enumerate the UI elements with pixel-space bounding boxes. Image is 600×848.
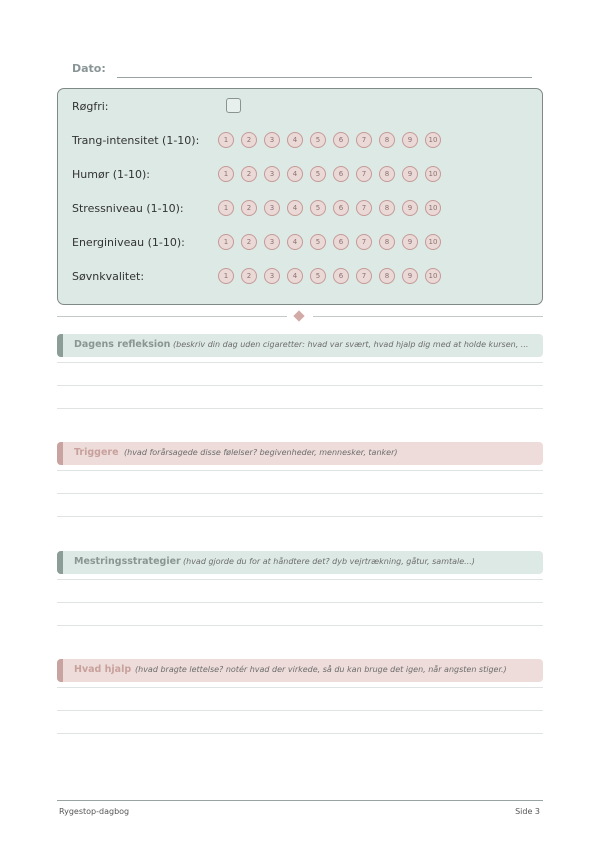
writing-line[interactable] <box>57 516 543 517</box>
craving-intensity-label: Trang-intensitet (1-10): <box>72 134 200 147</box>
section-accent-bar <box>57 659 63 682</box>
rating-option-6[interactable]: 6 <box>333 166 349 182</box>
section-accent-bar <box>57 334 63 357</box>
rating-option-4[interactable]: 4 <box>287 200 303 216</box>
writing-line[interactable] <box>57 470 543 471</box>
rating-option-8[interactable]: 8 <box>379 132 395 148</box>
rating-option-2[interactable]: 2 <box>241 200 257 216</box>
rating-option-3[interactable]: 3 <box>264 132 280 148</box>
writing-line[interactable] <box>57 602 543 603</box>
section-title: Hvad hjalp <box>74 664 132 675</box>
rating-option-6[interactable]: 6 <box>333 200 349 216</box>
mood-label: Humør (1-10): <box>72 168 150 181</box>
rating-option-7[interactable]: 7 <box>356 132 372 148</box>
rating-option-4[interactable]: 4 <box>287 166 303 182</box>
rating-option-3[interactable]: 3 <box>264 166 280 182</box>
mood-row <box>72 165 532 185</box>
rating-option-3[interactable]: 3 <box>264 234 280 250</box>
writing-line[interactable] <box>57 687 543 688</box>
rating-option-7[interactable]: 7 <box>356 200 372 216</box>
rating-option-8[interactable]: 8 <box>379 234 395 250</box>
section-header <box>57 334 543 357</box>
rating-option-7[interactable]: 7 <box>356 268 372 284</box>
rating-option-7[interactable]: 7 <box>356 234 372 250</box>
rating-option-2[interactable]: 2 <box>241 268 257 284</box>
rating-option-5[interactable]: 5 <box>310 234 326 250</box>
section-hint: (beskriv din dag uden cigaretter: hvad var svært, hvad hjalp dig med at holde kursen, ... <box>173 340 529 349</box>
rating-option-9[interactable]: 9 <box>402 166 418 182</box>
rating-option-9[interactable]: 9 <box>402 268 418 284</box>
rating-option-2[interactable]: 2 <box>241 234 257 250</box>
section-accent-bar <box>57 442 63 465</box>
rating-option-1[interactable]: 1 <box>218 234 234 250</box>
writing-line[interactable] <box>57 710 543 711</box>
rating-option-10[interactable]: 10 <box>425 234 441 250</box>
stress-level-row <box>72 199 532 219</box>
rating-option-10[interactable]: 10 <box>425 166 441 182</box>
rating-option-6[interactable]: 6 <box>333 132 349 148</box>
rating-option-5[interactable]: 5 <box>310 132 326 148</box>
section-divider <box>57 311 543 323</box>
rating-option-4[interactable]: 4 <box>287 234 303 250</box>
writing-line[interactable] <box>57 362 543 363</box>
writing-line[interactable] <box>57 625 543 626</box>
stress-level-label: Stressniveau (1-10): <box>72 202 184 215</box>
writing-line[interactable] <box>57 493 543 494</box>
rating-option-6[interactable]: 6 <box>333 234 349 250</box>
rating-option-10[interactable]: 10 <box>425 200 441 216</box>
date-label: Dato: <box>72 62 106 75</box>
rating-option-10[interactable]: 10 <box>425 268 441 284</box>
divider-line-right <box>313 316 543 317</box>
rating-option-1[interactable]: 1 <box>218 132 234 148</box>
section-daily-reflection <box>57 334 543 357</box>
section-coping-strategies <box>57 551 543 574</box>
rating-option-1[interactable]: 1 <box>218 200 234 216</box>
daily-rating-panel <box>57 88 543 305</box>
rating-option-8[interactable]: 8 <box>379 200 395 216</box>
rating-option-1[interactable]: 1 <box>218 166 234 182</box>
smoke-free-label: Røgfri: <box>72 100 109 113</box>
rating-option-9[interactable]: 9 <box>402 132 418 148</box>
writing-line[interactable] <box>57 385 543 386</box>
rating-option-8[interactable]: 8 <box>379 268 395 284</box>
rating-option-9[interactable]: 9 <box>402 200 418 216</box>
section-hint: (hvad forårsagede disse følelser? begivenheder, mennesker, tanker) <box>124 448 398 457</box>
writing-line[interactable] <box>57 733 543 734</box>
section-title: Triggere <box>74 447 119 458</box>
energy-level-row <box>72 233 532 253</box>
rating-option-2[interactable]: 2 <box>241 132 257 148</box>
rating-option-5[interactable]: 5 <box>310 268 326 284</box>
craving-intensity-row <box>72 131 532 151</box>
rating-option-3[interactable]: 3 <box>264 200 280 216</box>
smoke-free-checkbox[interactable] <box>226 98 241 113</box>
page-number: Side 3 <box>515 807 540 816</box>
footer-divider <box>57 800 543 801</box>
date-input-line[interactable] <box>117 77 532 78</box>
divider-diamond-icon <box>293 310 304 321</box>
rating-option-7[interactable]: 7 <box>356 166 372 182</box>
rating-option-8[interactable]: 8 <box>379 166 395 182</box>
divider-line-left <box>57 316 287 317</box>
rating-option-6[interactable]: 6 <box>333 268 349 284</box>
section-header <box>57 442 543 465</box>
smoke-free-row <box>72 97 532 117</box>
rating-option-4[interactable]: 4 <box>287 268 303 284</box>
section-hint: (hvad gjorde du for at håndtere det? dyb vejrtrækning, gåtur, samtale...) <box>183 557 475 566</box>
rating-option-1[interactable]: 1 <box>218 268 234 284</box>
footer-title: Rygestop-dagbog <box>59 807 130 816</box>
section-header <box>57 659 543 682</box>
sleep-quality-row <box>72 267 532 287</box>
writing-line[interactable] <box>57 579 543 580</box>
writing-line[interactable] <box>57 408 543 409</box>
section-hint: (hvad bragte lettelse? notér hvad der virkede, så du kan bruge det igen, når angsten stiger.) <box>135 665 507 674</box>
section-header <box>57 551 543 574</box>
rating-option-2[interactable]: 2 <box>241 166 257 182</box>
date-row <box>72 62 532 80</box>
rating-option-10[interactable]: 10 <box>425 132 441 148</box>
rating-option-5[interactable]: 5 <box>310 200 326 216</box>
section-accent-bar <box>57 551 63 574</box>
rating-option-9[interactable]: 9 <box>402 234 418 250</box>
section-what-helped <box>57 659 543 682</box>
energy-level-label: Energiniveau (1-10): <box>72 236 185 249</box>
section-triggers <box>57 442 543 465</box>
rating-option-4[interactable]: 4 <box>287 132 303 148</box>
section-title: Dagens refleksion <box>74 339 171 350</box>
rating-option-5[interactable]: 5 <box>310 166 326 182</box>
section-title: Mestringsstrategier <box>74 556 181 567</box>
sleep-quality-label: Søvnkvalitet: <box>72 270 145 283</box>
rating-option-3[interactable]: 3 <box>264 268 280 284</box>
